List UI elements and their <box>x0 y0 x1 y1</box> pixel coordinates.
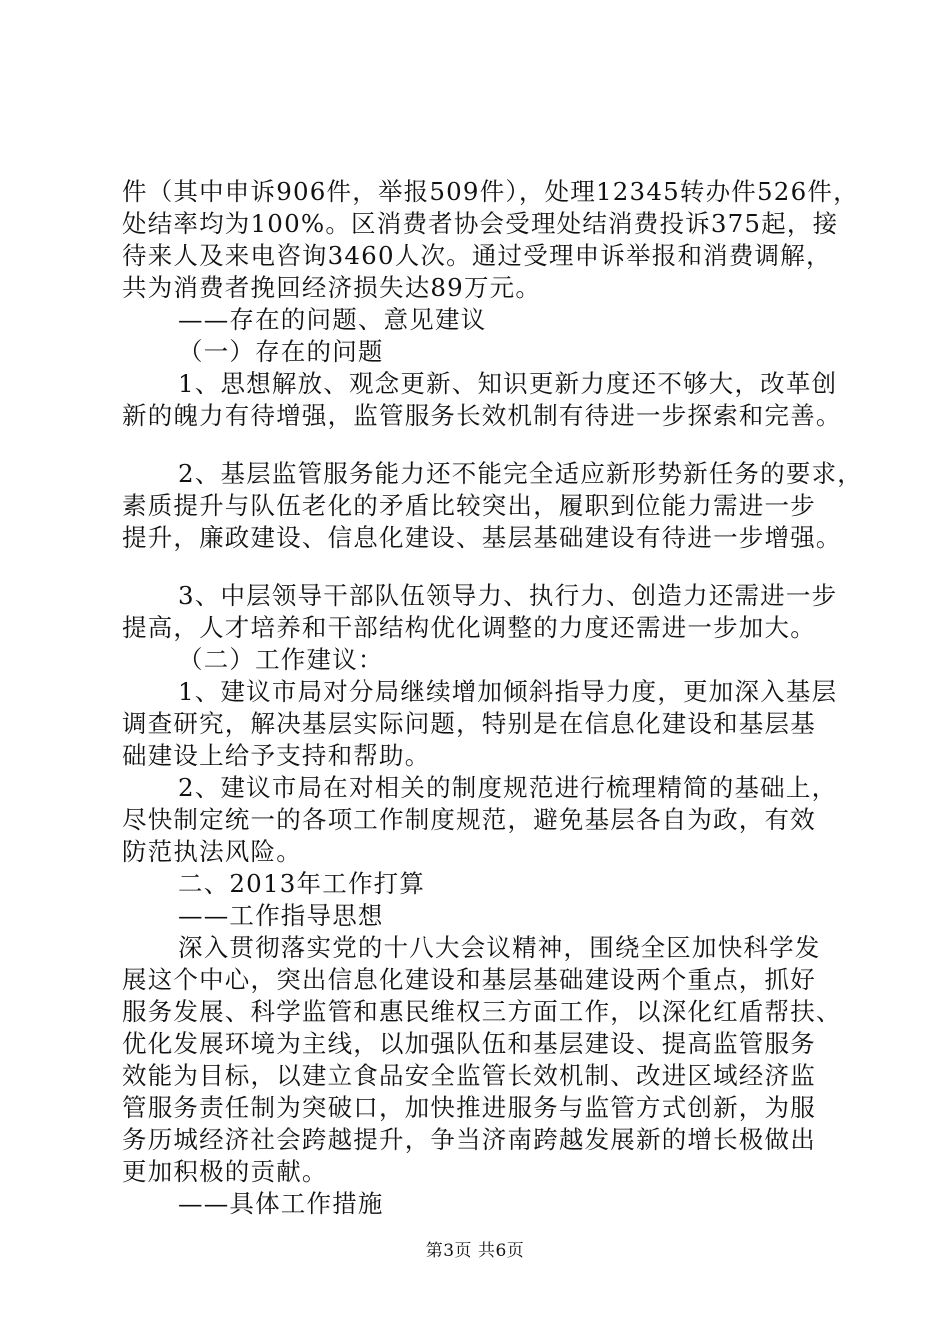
page-number: 第3页 共6页 <box>425 1241 525 1261</box>
text-line: 件（其中申诉906件，举报509件），处理12345转办件526件， <box>122 177 859 206</box>
text-line: 展这个中心，突出信息化建设和基层基础建设两个重点，抓好 <box>122 965 816 994</box>
text-line: 1、思想解放、观念更新、知识更新力度还不够大，改革创 <box>178 369 838 398</box>
section-heading: ——工作指导思想 <box>178 901 384 930</box>
text-line: 2、建议市局在对相关的制度规范进行梳理精简的基础上， <box>178 773 838 802</box>
text-line: 素质提升与队伍老化的矛盾比较突出，履职到位能力需进一步 <box>122 491 816 520</box>
section-heading: （二）工作建议： <box>178 645 384 674</box>
text-line: 优化发展环境为主线，以加强队伍和基层建设、提高监管服务 <box>122 1029 816 1058</box>
section-heading: ——具体工作措施 <box>178 1189 384 1218</box>
text-line: 务历城经济社会跨越提升，争当济南跨越发展新的增长极做出 <box>122 1125 816 1154</box>
text-line: 调查研究，解决基层实际问题，特别是在信息化建设和基层基 <box>122 709 816 738</box>
text-line: 管服务责任制为突破口，加快推进服务与监管方式创新，为服 <box>122 1093 816 1122</box>
section-heading: （一）存在的问题 <box>178 337 384 366</box>
section-heading: ——存在的问题、意见建议 <box>178 305 487 334</box>
text-line: 2、基层监管服务能力还不能完全适应新形势新任务的要求， <box>178 459 863 488</box>
text-line: 3、中层领导干部队伍领导力、执行力、创造力还需进一步 <box>178 581 838 610</box>
text-line: 更加积极的贡献。 <box>122 1157 328 1186</box>
text-line: 1、建议市局对分局继续增加倾斜指导力度，更加深入基层 <box>178 677 838 706</box>
text-line: 处结率均为100%。区消费者协会受理处结消费投诉375起，接 <box>122 209 839 238</box>
text-line: 共为消费者挽回经济损失达89万元。 <box>122 273 542 302</box>
text-line: 新的魄力有待增强，监管服务长效机制有待进一步探索和完善。 <box>122 401 842 430</box>
text-line: 深入贯彻落实党的十八大会议精神，围绕全区加快科学发 <box>178 933 821 962</box>
text-line: 尽快制定统一的各项工作制度规范，避免基层各自为政，有效 <box>122 805 816 834</box>
text-line: 服务发展、科学监管和惠民维权三方面工作，以深化红盾帮扶、 <box>122 997 842 1026</box>
text-line: 提升，廉政建设、信息化建设、基层基础建设有待进一步增强。 <box>122 523 842 552</box>
section-heading: 二、2013年工作打算 <box>178 869 426 898</box>
text-line: 础建设上给予支持和帮助。 <box>122 741 431 770</box>
text-line: 效能为目标，以建立食品安全监管长效机制、改进区域经济监 <box>122 1061 816 1090</box>
text-line: 防范执法风险。 <box>122 837 302 866</box>
text-line: 待来人及来电咨询3460人次。通过受理申诉举报和消费调解， <box>122 241 832 270</box>
text-line: 提高，人才培养和干部结构优化调整的力度还需进一步加大。 <box>122 613 816 642</box>
